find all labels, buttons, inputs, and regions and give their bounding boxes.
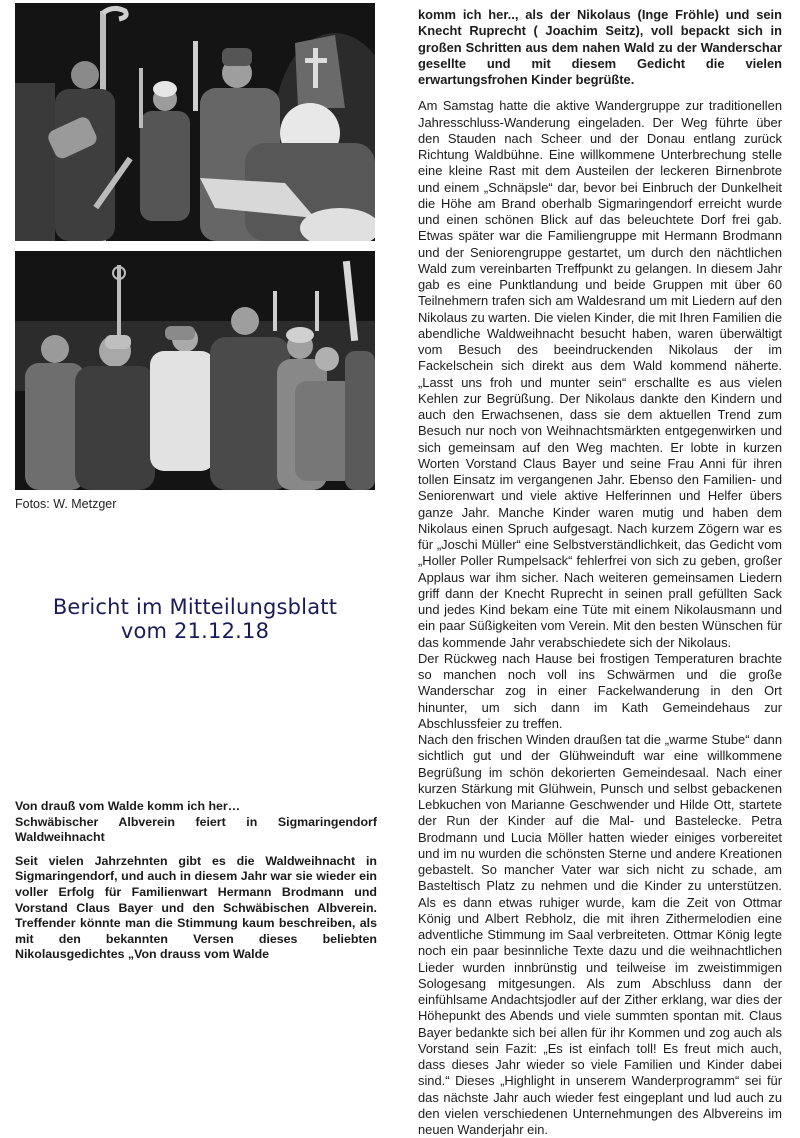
publication-note-date: vom 21.12.18 [120, 619, 270, 643]
photo-group-image [15, 251, 375, 490]
article-headline [15, 799, 377, 846]
photo-nikolaus-image [15, 3, 375, 241]
photo-group [15, 251, 375, 490]
article-intro-bold: komm ich her.., als der Nikolaus (Inge Fröhle) und sein Knecht Ruprecht ( Joachim Seitz), voll bepackt sich in großen Schritten aus dem nahen Wald zu der Wanderschar gesellte und mit diesem Gedicht die vielen erwartungsfrohen Kinder begrüßte. [418, 7, 782, 87]
photo-credit: Fotos: W. Metzger [15, 497, 117, 511]
article-lead-block [15, 799, 377, 963]
article-paragraph-2: Der Rückweg nach Hause bei frostigen Temperaturen brachte so manchen noch voll ins Schwärmen und die große Wanderschar zog in einer Fackelwanderung in den Ort hinunter, um sich dann im Kath Gemeindehaus zur Abschlussfeier zu treffen. [418, 650, 782, 731]
publication-note-title: Bericht im Mitteilungsblatt [52, 595, 338, 619]
article-headline-line1: Von drauß vom Walde komm ich her… [15, 799, 241, 813]
article-body-column [418, 7, 782, 1138]
article-headline-line2: Schwäbischer Albverein feiert in Sigmaringendorf Waldweihnacht [15, 814, 377, 845]
article-paragraph-1: Am Samstag hatte die aktive Wandergruppe zur traditionellen Jahresschluss-Wanderung eingeladen. Der Weg führte über den Stauden nach Scheer und der Donau entlang zurück Richtung Waldbühne. Eine willkommene Unterbrechung stelle eine kleine Rast mit dem Austeilen der leckeren Birnenbrote und einem „Schnäpsle“ dar, bevor bei Einbruch der Dunkelheit die Höhe am Brand oberhalb Sigmaringendorf erreicht wurde und einen schönen Blick auf das beleuchtete Dorf frei gab. Etwas später war die Familiengruppe mit Hermann Brodmann und der Seniorengruppe gestartet, um durch den nächtlichen Wald zum vereinbarten Treffpunkt zu gelangen. In diesem Jahr gab es eine Punktlandung und beide Gruppen mit über 60 Teilnehmern trafen sich am Waldesrand um mit Liedern auf den Nikolaus zu warten. Die vielen Kinder, die mit Ihren Familien die abendliche Waldweihnacht besucht haben, waren überwältigt vom Besuch des beeindruckenden Nikolaus der im Fackelschein sich direkt aus dem Wald kommend näherte. „Lasst uns froh und munter sein“ erschallte es aus vielen Kehlen zur Begrüßung. Der Nikolaus dankte den Kindern und auch den Erwachsenen, dass sie dem aktuellen Trend zum Besuch nur noch von Weihnachtsmärkten entgegenwirken und sich gemeinsam auf den Weg machten. Er lobte in kurzen Worten Vorstand Claus Bayer und seine Frau Anni für ihren tollen Einsatz im vergangenen Jahr. Ebenso den Familien- und Seniorenwart und viele aktive Helferinnen und Helfer übers ganze Jahr. Manche Kinder waren mutig und haben dem Nikolaus einen Spruch aufgesagt. Nach kurzem Zögern war es für „Joschi Müller“ eine Selbstverständlichkeit, das Gedicht vom „Holler Poller Rumpelsack“ fehlerfrei von sich zu geben, großer Applaus war ihm sicher. Nach weiteren gemeinsamen Liedern griff dann der Knecht Ruprecht in seinen prall gefüllten Sack und jedes Kind bekam eine Tüte mit einem Nikolausmann und ein paar Süßigkeiten vom Verein. Mit den besten Wünschen für das kommende Jahr verabschiedete sich der Nikolaus. [418, 98, 782, 650]
article-lead-paragraph: Seit vielen Jahrzehnten gibt es die Waldweihnacht in Sigmaringendorf, und auch in diesem Jahr war sie wieder ein voller Erfolg für Familienwart Hermann Brodmann und Vorstand Claus Bayer und den Schwäbischen Albverein. Treffender könnte man die Stimmung kaum beschreiben, als mit den bekannten Versen dieses beliebten Nikolausgedichtes „Von drauss vom Walde [15, 853, 377, 962]
article-paragraph-3: Nach den frischen Winden draußen tat die „warme Stube“ dann sichtlich gut und der Glühweinduft war eine willkommene Begrüßung im schön dekorierten Gemeindesaal. Nach einer kurzen Stärkung mit Glühwein, Punsch und selbst gebackenen Lebkuchen von Marianne Geschwender und Hilde Ott, startete der Run der Kinder auf die Mal- und Bastelecke. Petra Brodmann und Lucia Möller hatten wieder einiges vorbereitet und im nu wurden die schönsten Sterne und andere Kreationen gebastelt. So mancher Vater war sich nicht zu schade, am Basteltisch Platz zu nehmen und die Kinder zu unterstützen. Als es dann etwas ruhiger wurde, kam die Zeit von Ottmar König und Albert Rebholz, die mit ihren Zithermelodien eine adventliche Stimmung im Saal verbreiteten. Ottmar König legte noch ein paar besinnliche Texte dazu und die weihnachtlichen Lieder wurden innbrünstig und teilweise im zweistimmigen Sologesang mitgesungen. Als zum Abschluss dann der einfühlsame Andachtsjodler auf der Zither erklang, war dies der Höhepunkt des Abends und viele summten spontan mit. Claus Bayer bedankte sich bei allen für ihr Kommen und zog auch als Vorstand sein Fazit: „Es ist einfach toll! Es freut mich auch, dass dieses Jahr wieder so viele Familien und Kinder dabei sind.“ Dieses „Highlight in unserem Wanderprogramm“ sei für das nächste Jahr auch wieder fest eingeplant und lud auch zu den vielen verschiedenen Unternehmungen des Albvereins im neuen Wanderjahr ein. [418, 732, 782, 1137]
publication-note [20, 595, 370, 643]
photo-nikolaus [15, 3, 375, 241]
